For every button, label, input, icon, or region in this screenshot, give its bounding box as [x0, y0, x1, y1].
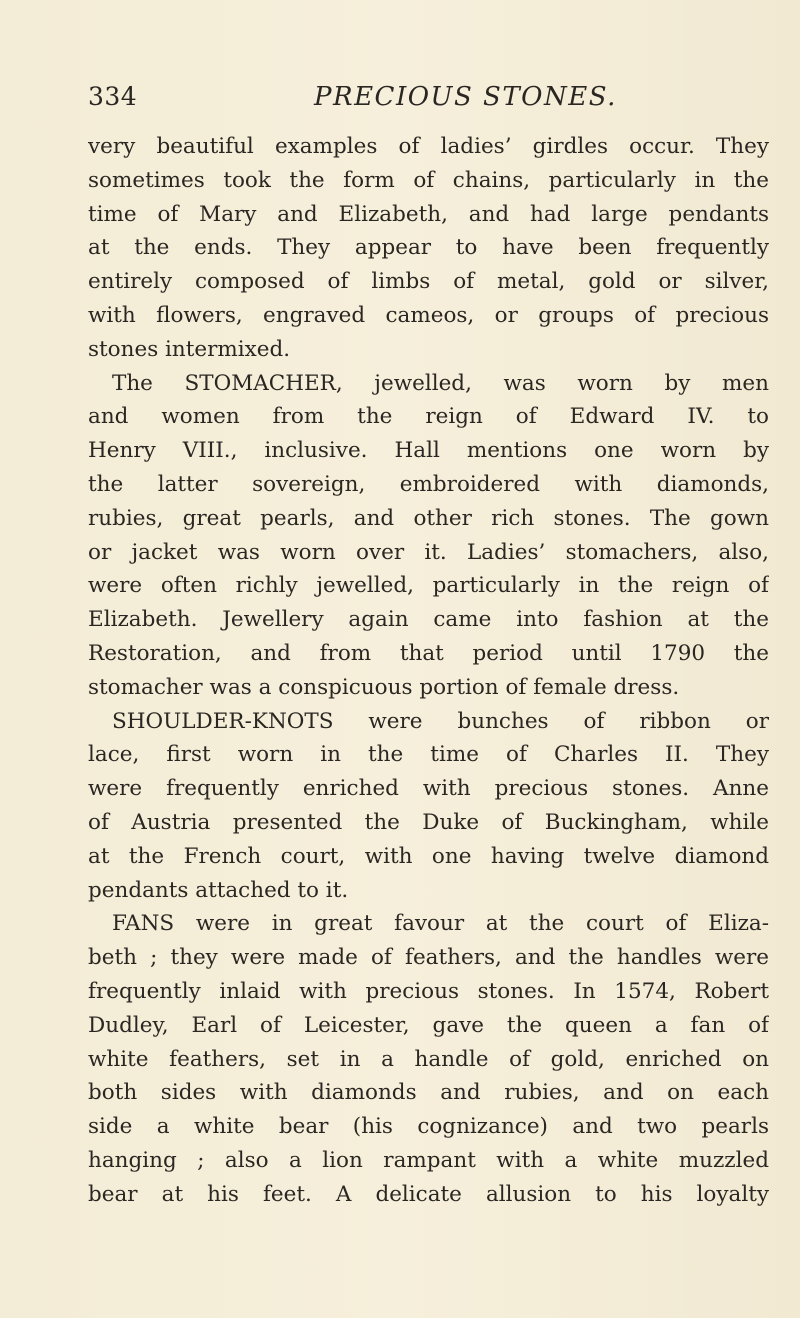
- text-line: FANS were in great favour at the court of Eliza-: [112, 911, 769, 937]
- text-line: SHOULDER-KNOTS were bunches of ribbon or: [112, 708, 769, 734]
- page-header: [88, 82, 728, 122]
- text-line: Restoration, and from that period until 1790 the: [88, 640, 769, 666]
- text-line: both sides with diamonds and rubies, and on each: [88, 1080, 769, 1106]
- text-line: hanging ; also a lion rampant with a white muzzled: [88, 1147, 769, 1173]
- text-line: at the ends. They appear to have been frequently: [88, 235, 769, 261]
- text-line: Elizabeth. Jewellery again came into fashion at the: [88, 607, 769, 633]
- text-line: of Austria presented the Duke of Buckingham, while: [88, 809, 769, 835]
- text-line: pendants attached to it.: [88, 877, 349, 903]
- text-line: very beautiful examples of ladies’ girdles occur. They: [88, 134, 769, 159]
- text-line: frequently inlaid with precious stones. In 1574, Robert: [88, 978, 769, 1004]
- running-head: PRECIOUS STONES.: [314, 82, 617, 112]
- text-line: with flowers, engraved cameos, or groups of precious: [88, 302, 769, 328]
- page-number: 334: [88, 82, 138, 111]
- text-line: bear at his feet. A delicate allusion to his loyalty: [88, 1181, 769, 1207]
- text-line: were often richly jewelled, particularly in the reign of: [88, 573, 769, 599]
- text-line: beth ; they were made of feathers, and the handles were: [88, 945, 769, 971]
- text-line: stomacher was a conspicuous portion of female dress.: [88, 674, 680, 700]
- text-line: The STOMACHER, jewelled, was worn by men: [112, 370, 769, 396]
- text-line: rubies, great pearls, and other rich stones. The gown: [88, 505, 769, 531]
- text-line: side a white bear (his cognizance) and two pearls: [88, 1114, 769, 1140]
- body-text: [88, 130, 769, 1212]
- text-line: the latter sovereign, embroidered with diamonds,: [88, 471, 769, 497]
- text-line: entirely composed of limbs of metal, gold or silver,: [88, 269, 769, 295]
- text-line: white feathers, set in a handle of gold, enriched on: [88, 1046, 769, 1072]
- text-line: at the French court, with one having twelve diamond: [88, 843, 769, 869]
- text-line: Henry VIII., inclusive. Hall mentions one worn by: [88, 438, 769, 464]
- text-line: stones intermixed.: [88, 336, 291, 362]
- text-line: and women from the reign of Edward IV. to: [88, 404, 769, 430]
- text-line: Dudley, Earl of Leicester, gave the queen a fan of: [88, 1012, 769, 1038]
- text-line: sometimes took the form of chains, particularly in the: [88, 167, 769, 193]
- text-line: lace, first worn in the time of Charles II. They: [88, 742, 769, 768]
- text-line: were frequently enriched with precious stones. Anne: [88, 776, 769, 802]
- text-line: or jacket was worn over it. Ladies’ stomachers, also,: [88, 539, 769, 565]
- text-line: time of Mary and Elizabeth, and had large pendants: [88, 201, 769, 227]
